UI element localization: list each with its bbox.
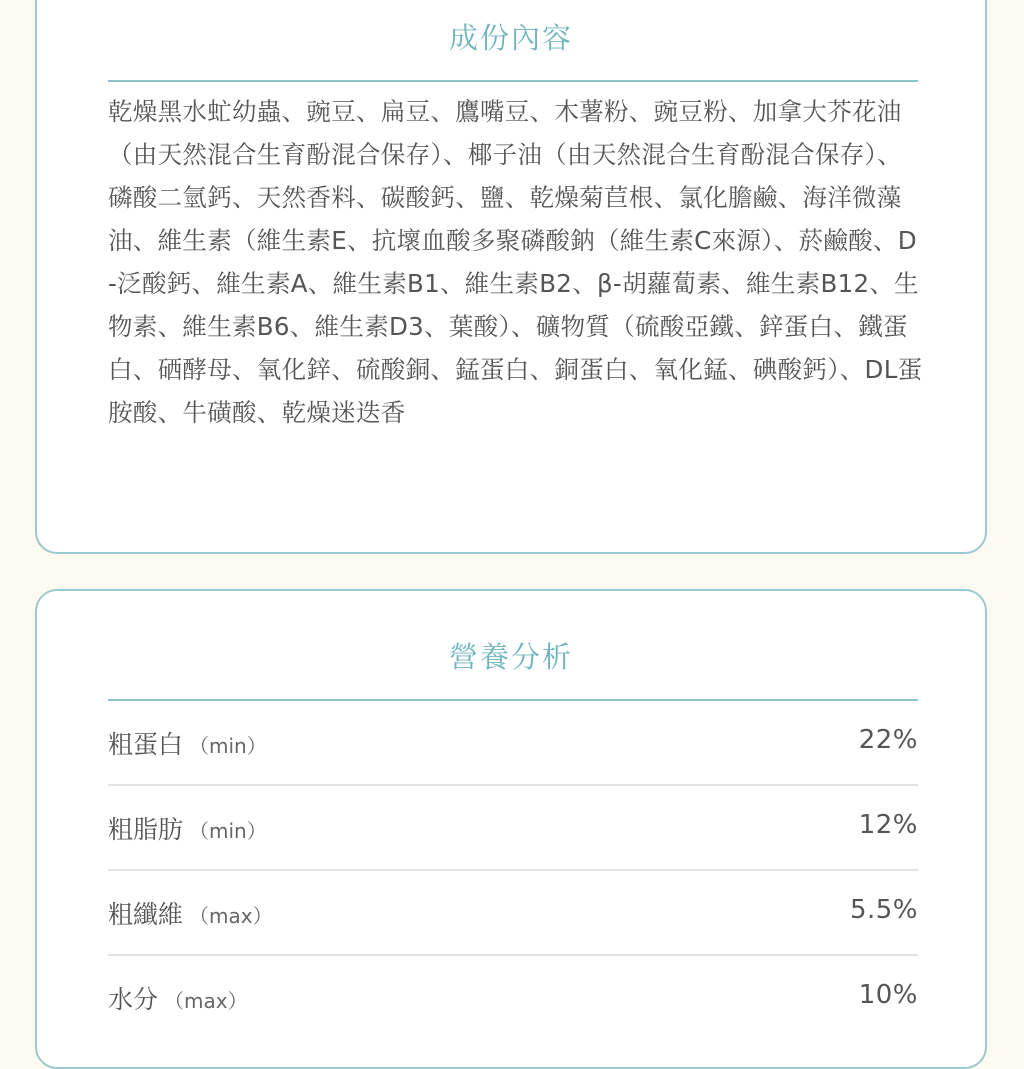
nutrition-list xyxy=(108,701,918,1041)
nutrient-value: 12% xyxy=(858,810,918,840)
ingredients-title-divider xyxy=(108,80,918,82)
nutrient-unit: （min） xyxy=(189,734,267,758)
ingredients-card xyxy=(35,0,987,554)
nutrient-name: 粗脂肪 xyxy=(108,815,184,844)
nutrient-value: 22% xyxy=(858,725,918,755)
nutrition-row-moisture xyxy=(108,956,918,1041)
nutrient-unit: （min） xyxy=(189,819,267,843)
nutrition-card xyxy=(35,589,987,1069)
nutrition-label xyxy=(108,725,267,761)
ingredients-title: 成份內容 xyxy=(448,21,573,55)
nutrition-label xyxy=(108,810,267,846)
nutrient-value: 10% xyxy=(858,980,918,1010)
nutrient-name: 水分 xyxy=(108,985,159,1014)
nutrient-unit: （max） xyxy=(164,989,248,1013)
nutrition-label xyxy=(108,980,248,1016)
ingredients-text: 乾燥黑水虻幼蟲、豌豆、扁豆、鷹嘴豆、木薯粉、豌豆粉、加拿大芥花油（由天然混合生育酚混合保存）、椰子油（由天然混合生育酚混合保存）、磷酸二氫鈣、天然香料、碳酸鈣、鹽、乾燥菊苣根、氯化膽鹼、海洋微藻油、維生素（維生素E、抗壞血酸多聚磷酸鈉（維生素C來源）、菸鹼酸、D-泛酸鈣、維生素A、維生素B1、維生素B2、β-胡蘿蔔素、維生素B12、生物素、維生素B6、維生素D3、葉酸）、礦物質（硫酸亞鐵、鋅蛋白、鐵蛋白、硒酵母、氧化鋅、硫酸銅、錳蛋白、銅蛋白、氧化錳、碘酸鈣）、DL蛋胺酸、牛磺酸、乾燥迷迭香 xyxy=(108,97,923,427)
nutrition-row-crude-fiber xyxy=(108,871,918,956)
nutrient-name: 粗蛋白 xyxy=(108,730,184,759)
nutrition-title: 營養分析 xyxy=(448,640,573,674)
nutrient-value: 5.5% xyxy=(849,895,918,925)
nutrition-label xyxy=(108,895,273,931)
nutrition-row-crude-fat xyxy=(108,786,918,871)
nutrition-row-crude-protein xyxy=(108,701,918,786)
nutrient-unit: （max） xyxy=(189,904,273,928)
nutrient-name: 粗纖維 xyxy=(108,900,184,929)
